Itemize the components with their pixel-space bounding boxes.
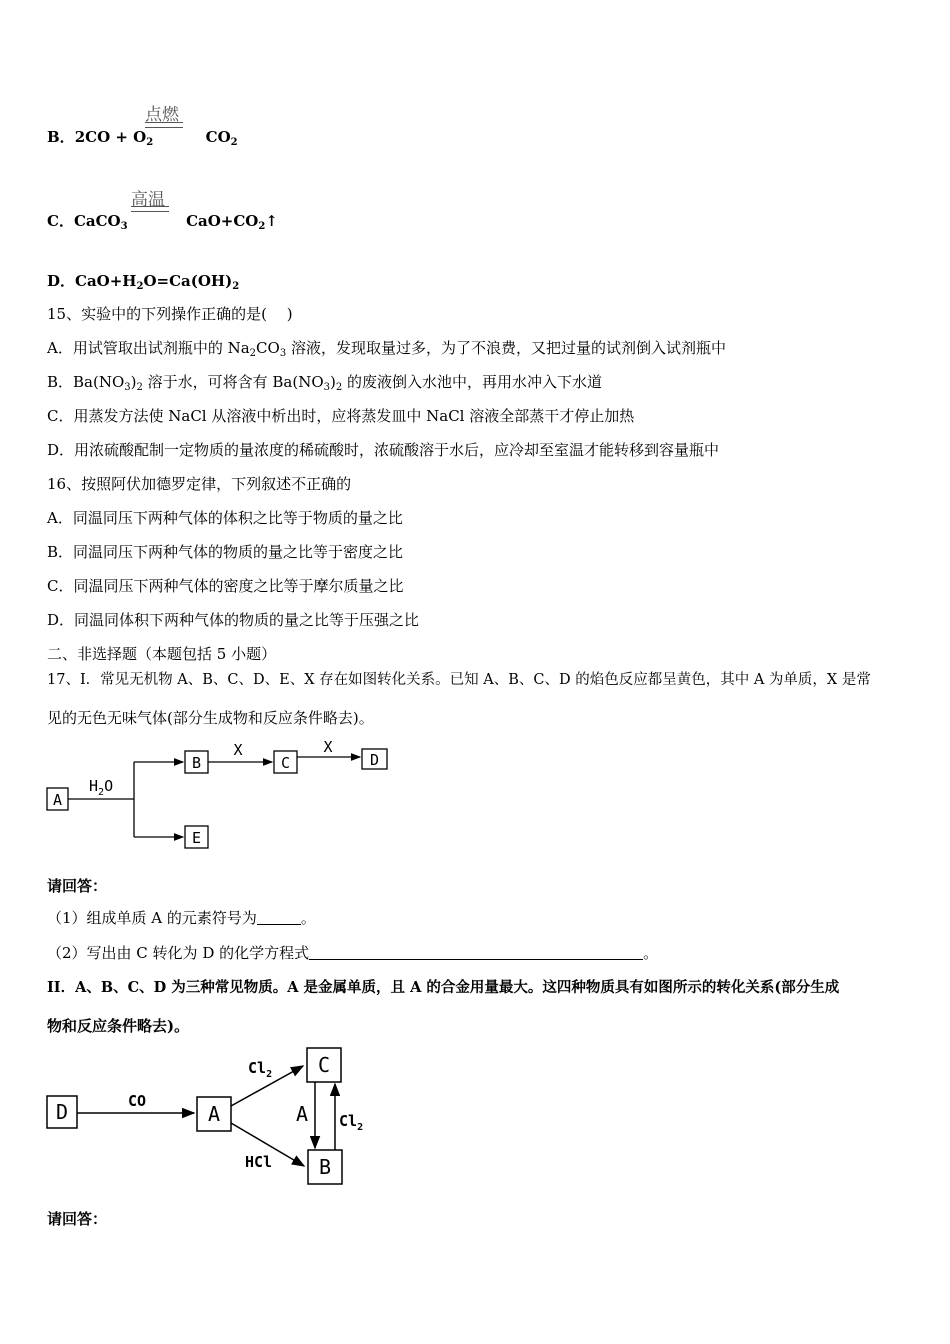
q17-part1-line2: 见的无色无味气体(部分生成物和反应条件略去)。 bbox=[47, 709, 374, 727]
reagent-cl2-a: $Cl_2$ bbox=[248, 1059, 273, 1080]
reagent-co: CO bbox=[127, 1092, 147, 1110]
reagent-hcl: HCl bbox=[245, 1153, 273, 1171]
reagent-a-mid: A bbox=[295, 1102, 309, 1126]
condition-ignite: 点燃 bbox=[145, 105, 179, 125]
please-answer-1: 请回答： bbox=[47, 877, 108, 895]
q15-stem: 15、实验中的下列操作正确的是( ) bbox=[47, 305, 293, 323]
q15-option-d: D．用浓硫酸配制一定物质的量浓度的稀硫酸时，浓硫酸溶于水后，应冷却至室温才能转移到容量瓶中 bbox=[47, 441, 720, 459]
diagram-1 bbox=[40, 735, 400, 855]
option-d: D．$CaO+H_2O=Ca(OH)_2$ bbox=[47, 272, 240, 292]
equals-sign bbox=[131, 206, 169, 212]
q17-part1-line1: 17、I．常见无机物 A、B、C、D、E、X 存在如图转化关系。已知 A、B、C、D 的焰色反应都呈黄色，其中 A 为单质，X 是常 bbox=[47, 672, 871, 688]
node-a2-label: A bbox=[207, 1102, 221, 1126]
answer-blank-2[interactable] bbox=[309, 945, 643, 960]
answer-blank-1[interactable] bbox=[257, 910, 301, 925]
section-heading: 二、非选择题（本题包括 5 小题） bbox=[47, 645, 277, 663]
q16-option-c: C．同温同压下两种气体的密度之比等于摩尔质量之比 bbox=[47, 577, 404, 595]
node-d-label: D bbox=[369, 751, 380, 769]
node-e-label: E bbox=[191, 829, 202, 847]
q16-stem: 16、按照阿伏加德罗定律，下列叙述不正确的 bbox=[47, 475, 352, 493]
q17-sub2: （2）写出由 C 转化为 D 的化学方程式 。 bbox=[47, 944, 659, 962]
equals-sign bbox=[145, 122, 183, 128]
option-b: B．$2CO + O_2$ $CO_2$ bbox=[47, 128, 238, 148]
node-b-label: B bbox=[191, 754, 202, 772]
q17-sub1: （1）组成单质 A 的元素符号为 。 bbox=[47, 909, 316, 927]
reagent-h2o: $H_2O$ bbox=[89, 777, 114, 798]
condition-high-temp: 高温 bbox=[131, 190, 165, 210]
reagent-x1: X bbox=[233, 741, 243, 759]
option-c: C．CaCO$_3$ $CaO+CO_2↑$ bbox=[47, 212, 278, 232]
node-d2-label: D bbox=[55, 1100, 69, 1124]
q15-option-b: B．$Ba(NO_3)_2$ 溶于水，可将含有 $Ba(NO_3)_2$ 的废液倒入水池中，再用水冲入下水道 bbox=[47, 373, 603, 393]
node-a-label: A bbox=[52, 791, 63, 809]
please-answer-2: 请回答： bbox=[47, 1210, 108, 1228]
node-c2-label: C bbox=[317, 1053, 331, 1077]
q16-option-b: B．同温同压下两种气体的物质的量之比等于密度之比 bbox=[47, 543, 404, 561]
q17-part2-line2: 物和反应条件略去)。 bbox=[47, 1017, 190, 1035]
q16-option-d: D．同温同体积下两种气体的物质的量之比等于压强之比 bbox=[47, 611, 420, 629]
q16-option-a: A．同温同压下两种气体的体积之比等于物质的量之比 bbox=[47, 509, 403, 527]
q15-option-c: C．用蒸发方法使 NaCl 从溶液中析出时，应将蒸发皿中 NaCl 溶液全部蒸干才停止加热 bbox=[47, 407, 635, 425]
diagram-2 bbox=[40, 1040, 380, 1190]
node-c-label: C bbox=[280, 754, 291, 772]
q17-part2-line1: II．A、B、C、D 为三种常见物质。A 是金属单质，且 A 的合金用量最大。这四种物质具有如图所示的转化关系(部分生成 bbox=[47, 979, 840, 996]
q15-option-a: A．用试管取出试剂瓶中的 $Na_2CO_3$ 溶液，发现取量过多，为了不浪费，又把过量的试剂倒入试剂瓶中 bbox=[47, 339, 726, 359]
reagent-cl2-b: $Cl_2$ bbox=[339, 1112, 364, 1133]
node-b2-label: B bbox=[318, 1155, 332, 1179]
reagent-x2: X bbox=[323, 738, 333, 756]
